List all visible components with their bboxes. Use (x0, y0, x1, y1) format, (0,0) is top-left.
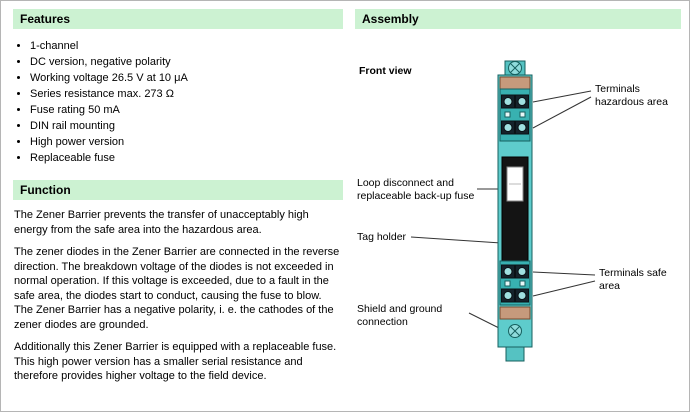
test-socket (505, 281, 510, 286)
function-paragraph: The Zener Barrier prevents the transfer of unacceptably high energy from the safe area into the hazardous area. (14, 209, 309, 236)
features-title: Features (20, 12, 71, 26)
feature-item: • Working voltage 26.5 V at 10 μA (30, 70, 343, 86)
din-clamp-top (500, 77, 530, 89)
terminal-screw-icon (518, 292, 526, 300)
test-socket (505, 112, 510, 117)
feature-item: • Series resistance max. 273 Ω (30, 86, 343, 102)
terminal-screw-icon (504, 124, 512, 132)
callout-terminals-hazardous: Terminals hazardous area (595, 83, 668, 108)
assembly-header (355, 9, 681, 29)
left-column (13, 9, 343, 384)
feature-item: • DIN rail mounting (30, 118, 343, 134)
feature-item: • Replaceable fuse (30, 150, 343, 166)
leader-terminals-safe-1 (533, 272, 595, 275)
bottom-mounting-tab (506, 347, 524, 361)
terminal-screw-icon (504, 98, 512, 106)
function-paragraph: Additionally this Zener Barrier is equipped with a replaceable fuse. This high power version has a smaller serial resistance and therefore provides higher voltage to the field device. (14, 341, 337, 382)
function-title: Function (20, 183, 71, 197)
din-clamp-bottom (500, 307, 530, 319)
assembly-figure (355, 31, 681, 403)
feature-item: • 1-channel (30, 38, 343, 54)
callout-tag-holder: Tag holder (357, 231, 407, 243)
assembly-title: Assembly (362, 12, 419, 26)
terminals-hazardous-block (500, 89, 530, 141)
terminal-screw-icon (518, 98, 526, 106)
function-paragraph: The zener diodes in the Zener Barrier are connected in the reverse direction. The breakdown voltage of the diodes is not exceeded in normal operation. If this voltage is exceeded, due to a fault in the safe area, the diodes start to conduct, causing the fuse to blow. The Zener Barrier has a negative polarity, i. e. the cathodes of the zener diodes are grounded. (14, 246, 340, 331)
feature-item: • DC version, negative polarity (30, 54, 343, 70)
function-header (13, 180, 343, 200)
test-socket (520, 281, 525, 286)
callout-shield-ground: Shield and ground connection (357, 303, 443, 328)
features-header (13, 9, 343, 29)
callout-terminals-safe: Terminals safe area (599, 267, 667, 292)
terminal-screw-icon (518, 268, 526, 276)
front-view-label: Front view (359, 65, 412, 77)
test-socket (520, 112, 525, 117)
features-list (30, 38, 343, 166)
terminals-safe-block (500, 261, 530, 305)
terminal-screw-icon (504, 268, 512, 276)
screw-icon (509, 325, 522, 338)
feature-item: • Fuse rating 50 mA (30, 102, 343, 118)
right-column (355, 9, 681, 403)
zener-barrier-device (498, 61, 532, 361)
fuse-window (507, 167, 523, 201)
terminal-screw-icon (518, 124, 526, 132)
leader-terminals-hazardous-2 (533, 97, 591, 128)
screw-icon (509, 62, 522, 75)
leader-terminals-safe-2 (533, 281, 595, 296)
callout-loop-disconnect: Loop disconnect and replaceable back-up fuse (357, 177, 475, 202)
leader-terminals-hazardous-1 (533, 91, 591, 102)
feature-item: • High power version (30, 134, 343, 150)
terminal-screw-icon (504, 292, 512, 300)
